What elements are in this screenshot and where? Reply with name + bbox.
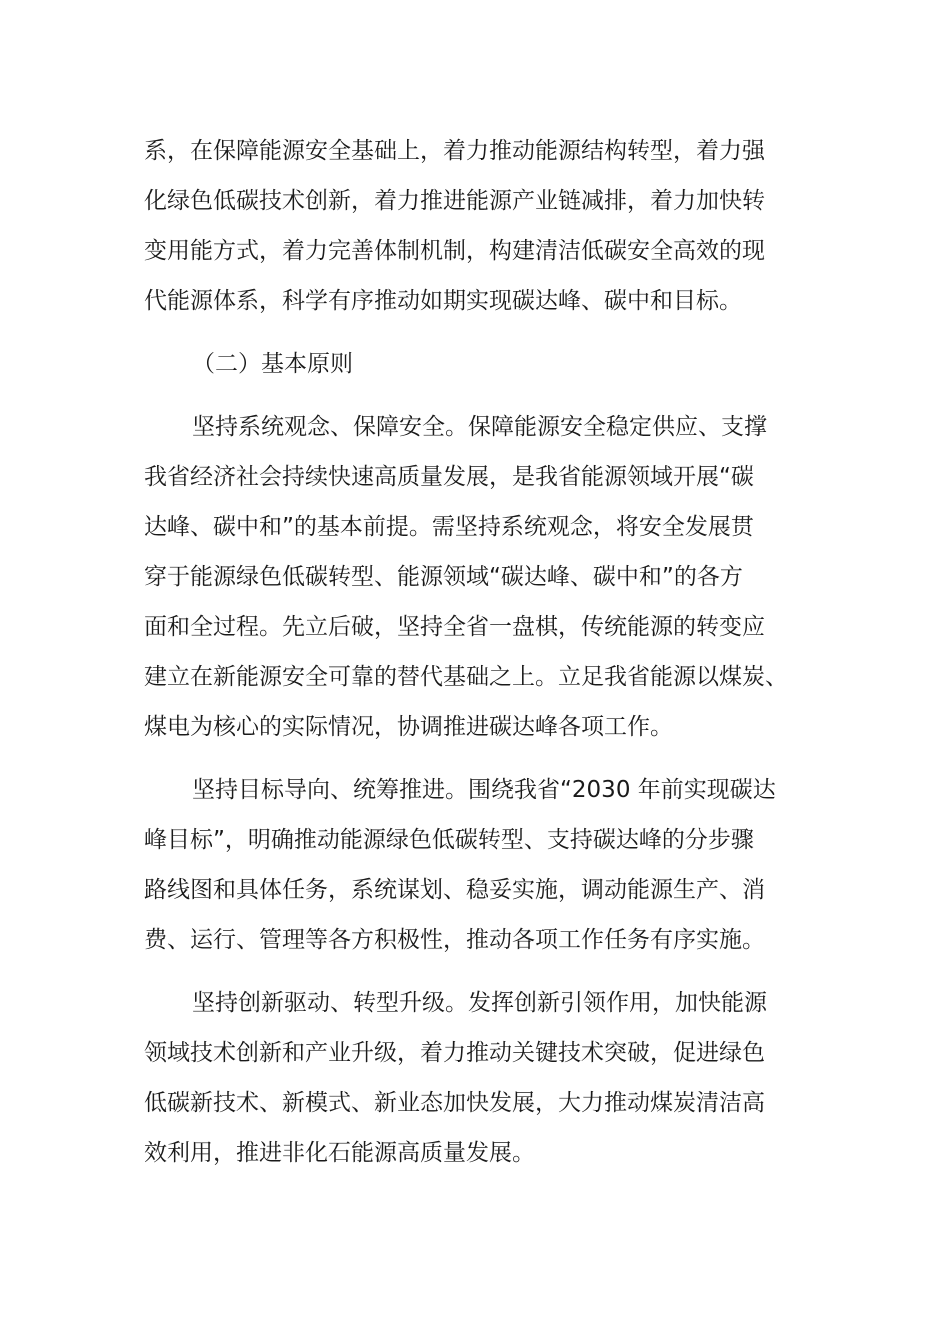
text-line: 我省经济社会持续快速高质量发展，是我省能源领域开展“碳 — [144, 464, 754, 490]
text-line: 费、运行、管理等各方积极性，推动各项工作任务有序实施。 — [144, 927, 765, 953]
text-line: 建立在新能源安全可靠的替代基础之上。立足我省能源以煤炭、 — [144, 664, 788, 690]
paragraph-continuation — [144, 126, 824, 326]
text-line: 峰目标”，明确推动能源绿色低碳转型、支持碳达峰的分步骤 — [144, 827, 754, 853]
document-body — [144, 126, 824, 1178]
text-line: 面和全过程。先立后破，坚持全省一盘棋，传统能源的转变应 — [144, 614, 765, 640]
text-line: 领域技术创新和产业升级，着力推动关键技术突破，促进绿色 — [144, 1040, 765, 1066]
text-line: 系，在保障能源安全基础上，着力推动能源结构转型，着力强 — [144, 138, 765, 164]
text-line: 达峰、碳中和”的基本前提。需坚持系统观念，将安全发展贯 — [144, 514, 754, 540]
text-line: 路线图和具体任务，系统谋划、稳妥实施，调动能源生产、消 — [144, 877, 765, 903]
section-heading — [144, 339, 824, 389]
text-line: 效利用，推进非化石能源高质量发展。 — [144, 1140, 535, 1166]
text-line: 穿于能源绿色低碳转型、能源领域“碳达峰、碳中和”的各方 — [144, 564, 743, 590]
text-line: 变用能方式，着力完善体制机制，构建清洁低碳安全高效的现 — [144, 238, 765, 264]
text-line: 坚持创新驱动、转型升级。发挥创新引领作用，加快能源 — [192, 990, 767, 1016]
paragraph-innovation — [144, 978, 824, 1178]
text-line: 低碳新技术、新模式、新业态加快发展，大力推动煤炭清洁高 — [144, 1090, 765, 1116]
heading-line: （二）基本原则 — [192, 351, 353, 377]
text-line: 坚持系统观念、保障安全。保障能源安全稳定供应、支撑 — [192, 414, 767, 440]
paragraph-safety — [144, 402, 824, 752]
text-line: 化绿色低碳技术创新，着力推进能源产业链减排，着力加快转 — [144, 188, 765, 214]
paragraph-goal-oriented — [144, 765, 824, 965]
text-line: 坚持目标导向、统筹推进。围绕我省“2030 年前实现碳达 — [192, 777, 776, 803]
text-line: 煤电为核心的实际情况，协调推进碳达峰各项工作。 — [144, 714, 673, 740]
text-line: 代能源体系，科学有序推动如期实现碳达峰、碳中和目标。 — [144, 288, 742, 314]
